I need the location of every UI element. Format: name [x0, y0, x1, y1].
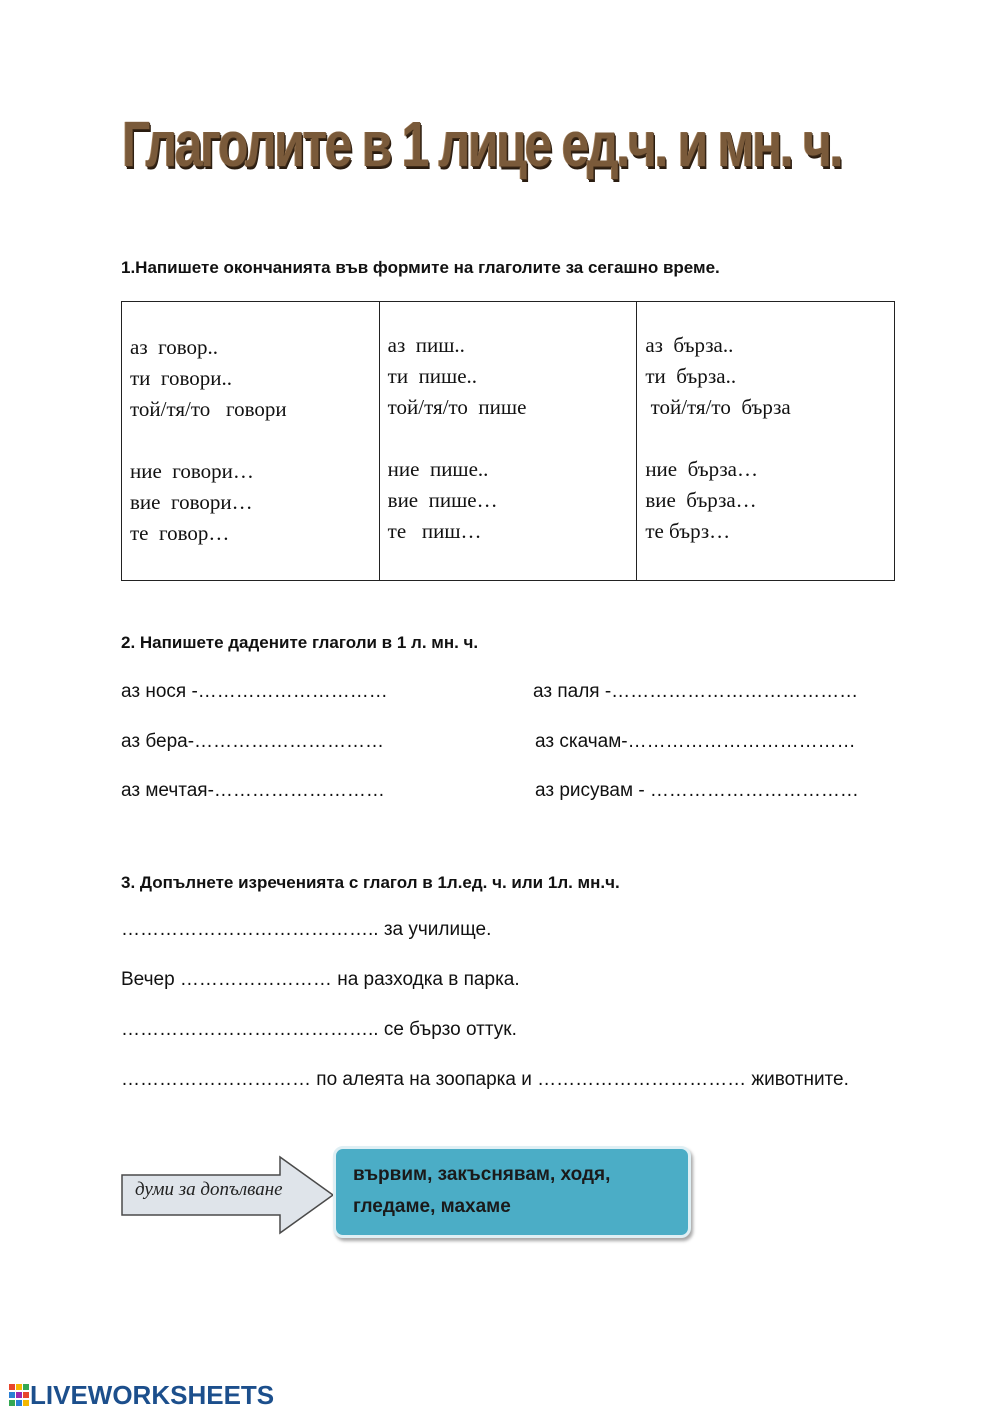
- cell-line: те бърз…: [645, 519, 731, 543]
- cell-line: ти бърза..: [645, 364, 737, 388]
- task3-sentence[interactable]: ………………………… по алеята на зоопарка и …………………………… животните.: [121, 1069, 849, 1090]
- cell-line: той/тя/то говори: [130, 397, 287, 421]
- word-bank-arrow: [120, 1155, 336, 1235]
- conjugation-column-pisha: [379, 302, 637, 581]
- cell-line: вие пише…: [387, 488, 498, 512]
- cell-line: той/тя/то пише: [387, 395, 527, 419]
- task2-item[interactable]: аз скачам-………………………………: [535, 731, 856, 752]
- conjugation-table: [121, 301, 895, 581]
- cell-line: аз пиш..: [387, 333, 465, 357]
- conjugation-column-govorya: [122, 302, 380, 581]
- cell-line: ти говори..: [130, 366, 233, 390]
- conjugation-column-barzam: [637, 302, 895, 581]
- task2-item[interactable]: аз паля -…………………………………: [533, 681, 859, 702]
- cell-line: те говор…: [130, 521, 230, 545]
- footer-logo: [8, 1380, 274, 1410]
- task2-item[interactable]: аз рисувам - ……………………………: [535, 780, 859, 801]
- worksheet-title: Глаголите в 1 лице ед.ч. и мн. ч.: [122, 108, 842, 180]
- cell-line: вие говори…: [130, 490, 253, 514]
- word-bank-label: думи за допълване: [135, 1179, 283, 1200]
- task2-item[interactable]: аз нося -…………………………: [121, 681, 388, 702]
- task3-heading: 3. Допълнете изреченията с глагол в 1л.ед. ч. или 1л. мн.ч.: [121, 873, 620, 892]
- cell-line: аз бърза..: [645, 333, 734, 357]
- task2-heading: 2. Напишете дадените глаголи в 1 л. мн. ч.: [121, 633, 479, 652]
- task2-item[interactable]: аз мечтая-………………………: [121, 780, 385, 801]
- word-bank-box: [333, 1146, 691, 1238]
- cell-line: ние говори…: [130, 459, 254, 483]
- cell-line: ние пише..: [387, 457, 489, 481]
- cell-line: те пиш…: [387, 519, 482, 543]
- task2-item[interactable]: аз бера-…………………………: [121, 731, 385, 752]
- task1-heading: 1.Напишете окончанията във формите на глаголите за сегашно време.: [121, 258, 720, 277]
- cell-line: ти пише..: [387, 364, 478, 388]
- cell-line: той/тя/то бърза: [645, 395, 791, 419]
- task3-sentence[interactable]: Вечер …………………… на разходка в парка.: [121, 969, 520, 990]
- cell-line: ние бърза…: [645, 457, 759, 481]
- cell-line: [130, 425, 371, 456]
- task3-sentence[interactable]: ………………………………….. за училище.: [121, 919, 492, 940]
- liveworksheets-brand[interactable]: LIVEWORKSHEETS: [30, 1379, 275, 1410]
- liveworksheets-logo-icon: [8, 1382, 30, 1408]
- cell-line: аз говор..: [130, 335, 218, 359]
- word-bank-words: вървим, закъснявам, ходя, гледаме, махаме: [353, 1164, 611, 1217]
- task3-sentence[interactable]: ………………………………….. се бързо оттук.: [121, 1019, 517, 1040]
- cell-line: [645, 423, 886, 454]
- cell-line: вие бърза…: [645, 488, 757, 512]
- cell-line: [388, 423, 629, 454]
